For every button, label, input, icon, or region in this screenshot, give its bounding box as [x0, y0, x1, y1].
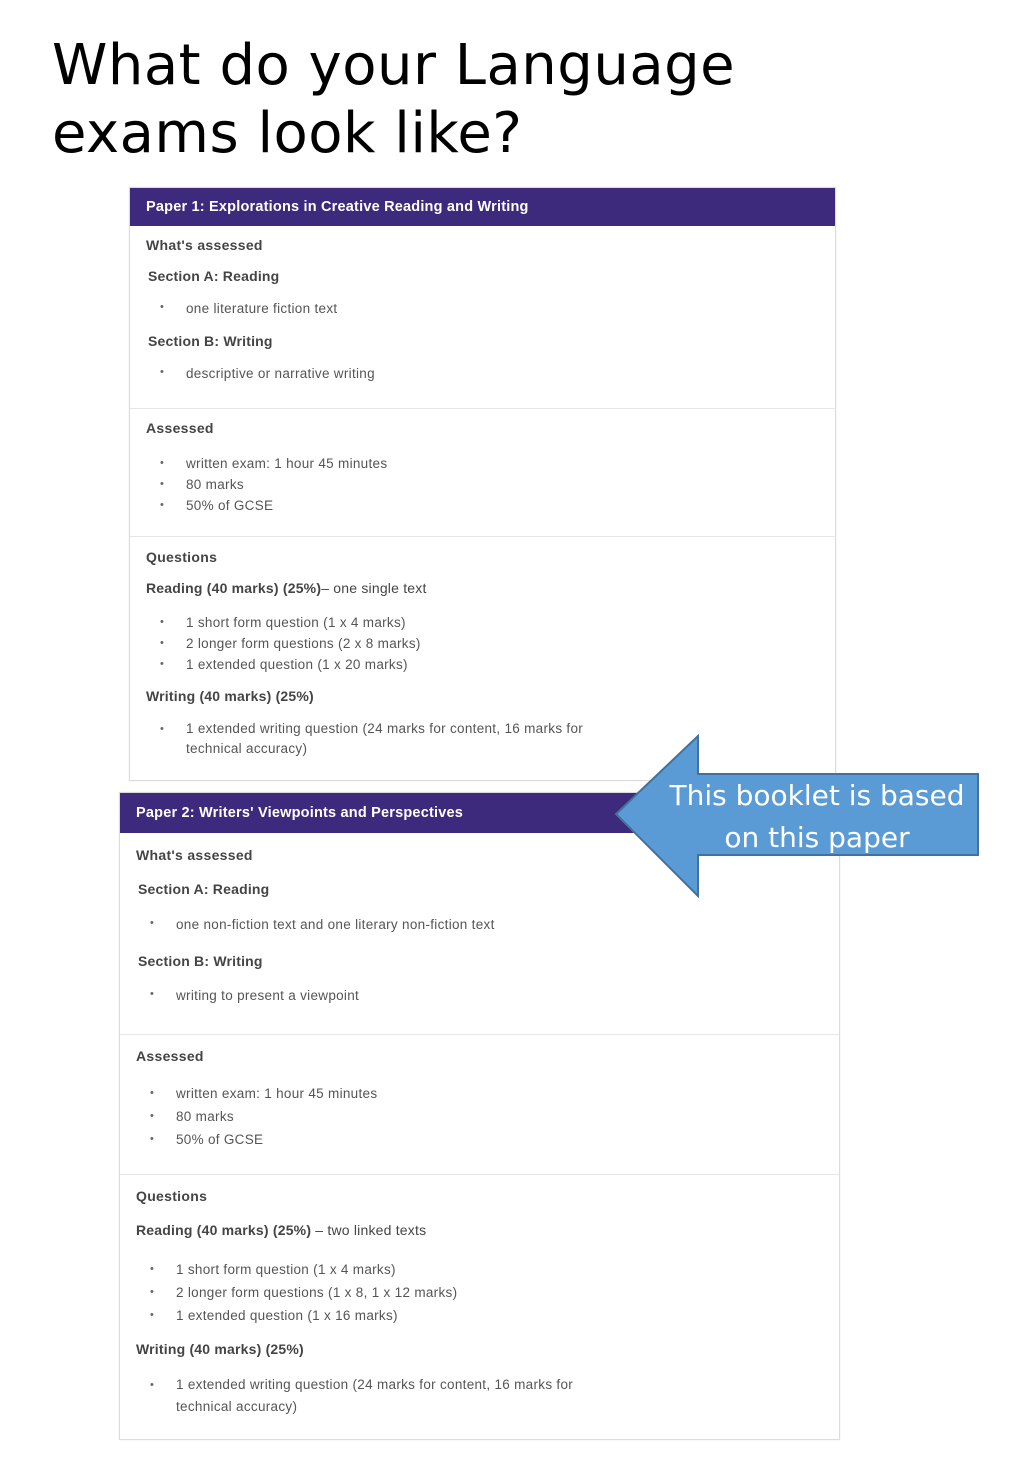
- list-item: • written exam: 1 hour 45 minutes: [138, 1082, 377, 1105]
- list-item: • writing to present a viewpoint: [138, 988, 359, 1003]
- paper2-assessed: [120, 1035, 839, 1175]
- paper2-reading-heading: [136, 1222, 426, 1238]
- paper1-writing-item-line2: technical accuracy): [186, 741, 308, 756]
- paper2-section-b-list: [138, 988, 359, 1003]
- paper2-reading-list: [138, 1258, 457, 1327]
- list-item: [148, 719, 583, 759]
- paper1-reading-list: [148, 612, 421, 675]
- paper1-questions-title: Questions: [146, 549, 218, 565]
- slide-title-line1: What do your Language: [52, 33, 736, 98]
- paper2-section-a-title: Section A: Reading: [138, 881, 270, 897]
- paper1-reading-note: – one single text: [321, 580, 427, 596]
- list-item: • 50% of GCSE: [148, 495, 387, 516]
- paper2-questions: [120, 1175, 839, 1439]
- paper1-whats-assessed-title: What's assessed: [146, 237, 263, 253]
- paper1-whats-assessed: [130, 226, 835, 409]
- list-item: • 50% of GCSE: [138, 1128, 377, 1151]
- paper1-section-a-title: Section A: Reading: [148, 268, 280, 284]
- list-item: • descriptive or narrative writing: [148, 366, 375, 381]
- paper2-writing-list: [138, 1374, 573, 1418]
- list-item: • one literature fiction text: [148, 301, 337, 316]
- paper1-reading-heading: [146, 580, 427, 596]
- list-item: • 80 marks: [138, 1105, 377, 1128]
- slide-title: [52, 32, 735, 168]
- callout-text: [666, 775, 968, 859]
- list-item: • 1 extended question (1 x 16 marks): [138, 1304, 457, 1327]
- list-item: • written exam: 1 hour 45 minutes: [148, 453, 387, 474]
- paper2-section-b-title: Section B: Writing: [138, 953, 263, 969]
- list-item: • 1 short form question (1 x 4 marks): [138, 1258, 457, 1281]
- paper1-section-b-title: Section B: Writing: [148, 333, 273, 349]
- paper2-writing-heading: Writing (40 marks) (25%): [136, 1341, 304, 1357]
- list-item: • 2 longer form questions (2 x 8 marks): [148, 633, 421, 654]
- list-item: • 1 extended question (1 x 20 marks): [148, 654, 421, 675]
- paper2-writing-item-line1: 1 extended writing question (24 marks for content, 16 marks for: [176, 1377, 574, 1392]
- paper2-reading-label: Reading (40 marks) (25%): [136, 1222, 312, 1238]
- list-item: [138, 1374, 573, 1418]
- paper2-header: Paper 2: Writers' Viewpoints and Perspectives: [120, 793, 839, 833]
- paper2-assessed-title: Assessed: [136, 1048, 204, 1064]
- list-item: • 80 marks: [148, 474, 387, 495]
- paper1-writing-item-line1: 1 extended writing question (24 marks for content, 16 marks for: [186, 721, 584, 736]
- list-item: • 2 longer form questions (1 x 8, 1 x 12 marks): [138, 1281, 457, 1304]
- paper1-card: [129, 187, 836, 781]
- callout-line1: This booklet is based: [669, 779, 965, 812]
- callout-line2: on this paper: [724, 821, 910, 854]
- paper1-assessed: [130, 409, 835, 537]
- paper2-whats-assessed-title: What's assessed: [136, 847, 253, 863]
- list-item: • 1 short form question (1 x 4 marks): [148, 612, 421, 633]
- paper2-section-a-list: [138, 917, 495, 932]
- paper2-questions-title: Questions: [136, 1188, 208, 1204]
- paper2-writing-item-line2: technical accuracy): [176, 1399, 298, 1414]
- slide-title-line2: exams look like?: [52, 101, 523, 166]
- paper1-assessed-title: Assessed: [146, 420, 214, 436]
- paper2-assessed-list: [138, 1082, 377, 1151]
- paper2-reading-note: – two linked texts: [311, 1222, 427, 1238]
- paper1-section-b-list: [148, 366, 375, 381]
- paper1-header: Paper 1: Explorations in Creative Reading and Writing: [130, 188, 835, 226]
- paper1-writing-list: [148, 719, 583, 759]
- paper1-section-a-list: [148, 301, 337, 316]
- list-item: • one non-fiction text and one literary non-fiction text: [138, 917, 495, 932]
- paper1-reading-label: Reading (40 marks) (25%): [146, 580, 322, 596]
- paper1-assessed-list: [148, 453, 387, 516]
- paper1-writing-heading: Writing (40 marks) (25%): [146, 688, 314, 704]
